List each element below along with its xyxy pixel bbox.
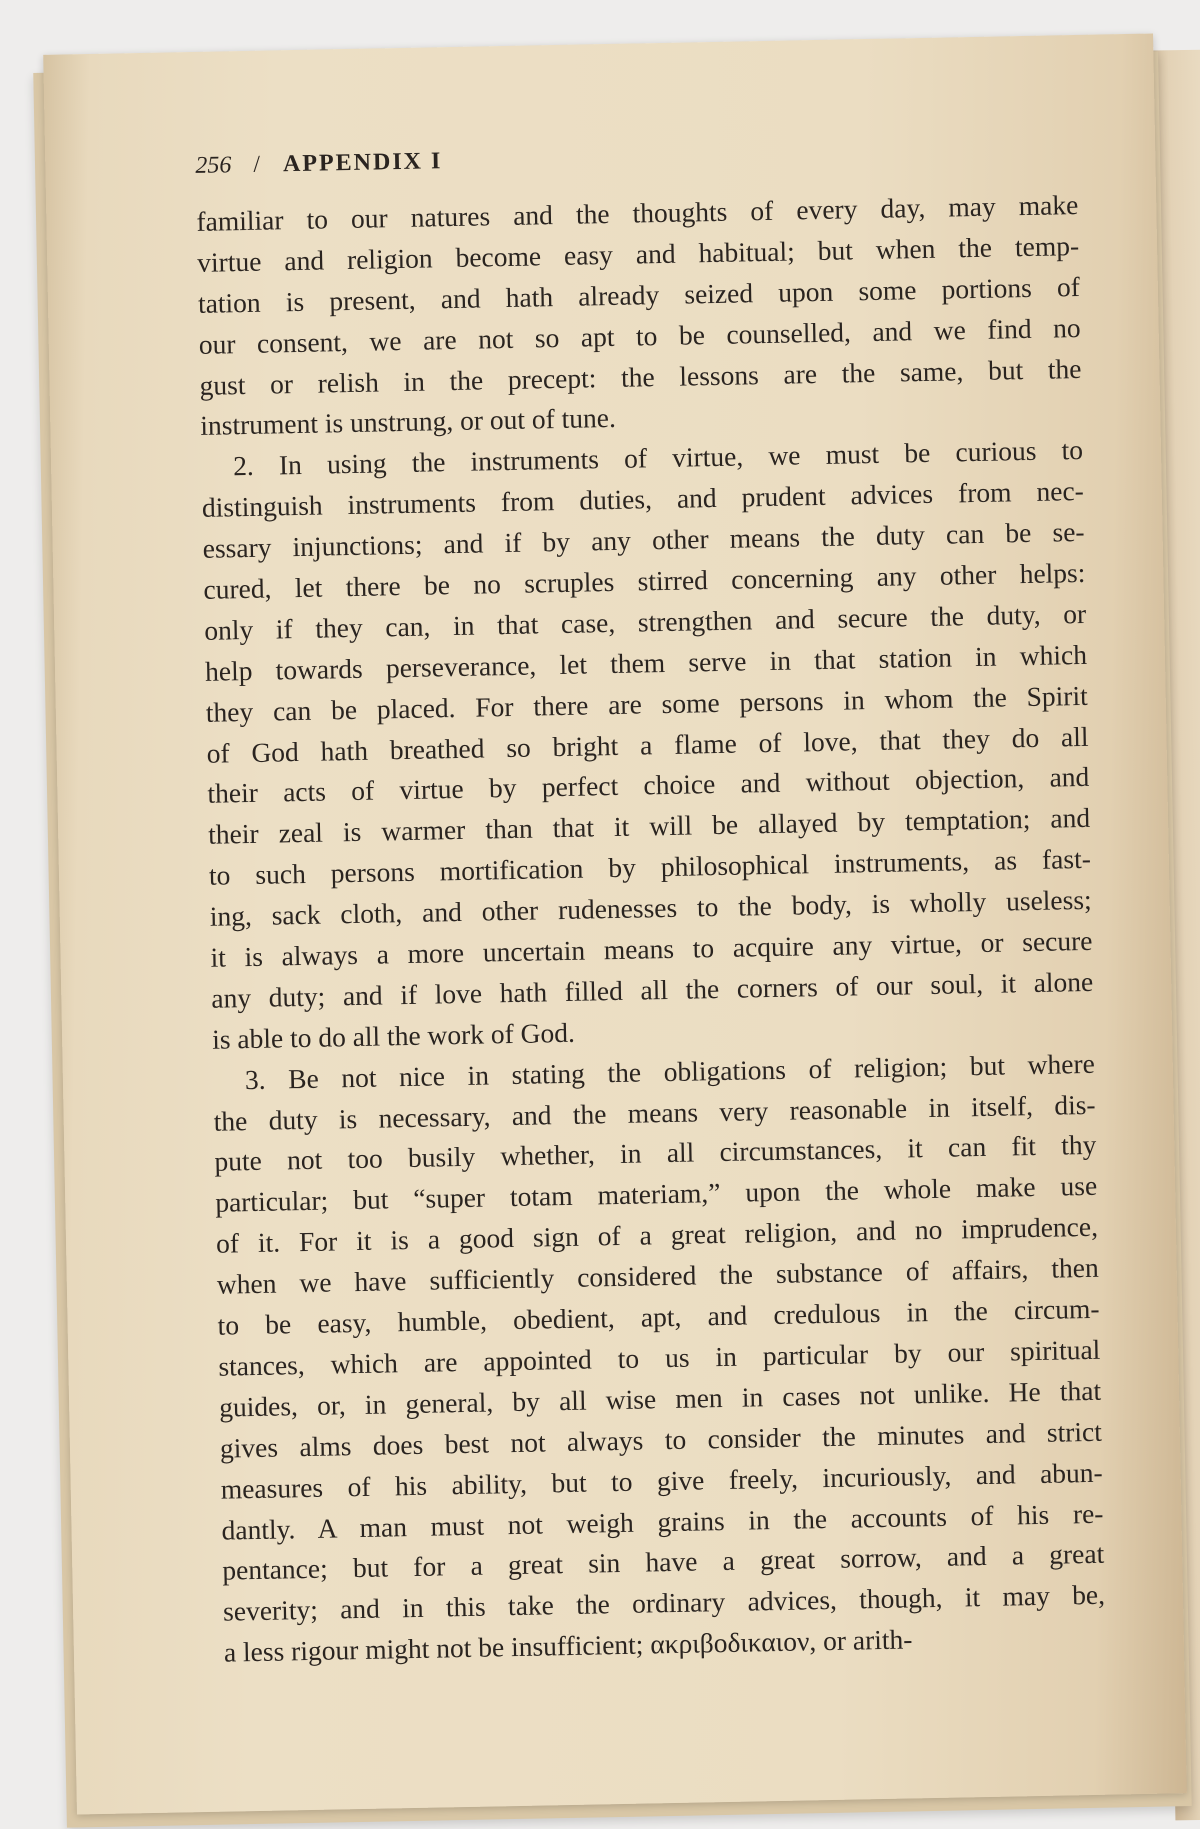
text-line: when we have sufficiently considered the substance of affairs, then	[216, 1251, 1099, 1300]
text-line: of it. For it is a good sign of a great religion, and no imprudence,	[215, 1211, 1099, 1259]
text-line: 3. Be not nice in stating the obligations of religion; but where	[244, 1047, 1096, 1095]
page-number: 256	[195, 152, 232, 179]
text-line: pentance; but for a great sin have a great sorrow, and a great	[222, 1538, 1105, 1587]
text-line: measures of his ability, but to give freely, incuriously, and abun-	[220, 1456, 1103, 1505]
text-line: severity; and in this take the ordinary advices, though, it may be,	[222, 1579, 1106, 1627]
text-line: gust or relish in the precept: the lessons are the same, but the	[199, 352, 1082, 401]
text-line: essary injunctions; and if by any other means the duty can be se-	[202, 516, 1085, 564]
text-line: guides, or, in general, by all wise men in cases not unlike. He that	[218, 1374, 1102, 1423]
text-line: the duty is necessary, and the means very reasonable in itself, dis-	[213, 1088, 1096, 1137]
text-line: ing, sack cloth, and other rudenesses to the body, is wholly useless;	[209, 883, 1092, 932]
text-line: their zeal is warmer than that it will be allayed by temptation; and	[207, 802, 1091, 851]
text-line: their acts of virtue by perfect choice and without objection, and	[207, 761, 1090, 810]
text-line: any duty; and if love hath filled all the corners of our soul, it alone	[211, 965, 1094, 1014]
text-line: dantly. A man must not weigh grains in the accounts of his re-	[221, 1497, 1104, 1546]
section-title: APPENDIX I	[282, 148, 443, 178]
book-page	[43, 34, 1187, 1815]
text-line: to be easy, humble, obedient, apt, and credulous in the circum-	[217, 1292, 1100, 1341]
text-line: instrument is unstrung, or out of tune.	[200, 402, 617, 442]
text-line: gives alms does best not always to consider the minutes and strict	[219, 1415, 1103, 1464]
text-line: familiar to our natures and the thoughts of every day, may make	[196, 188, 1079, 237]
text-line: they can be placed. For there are some persons in whom the Spirit	[205, 679, 1088, 728]
paragraph	[213, 1044, 1107, 1674]
text-line: a less rigour might not be insufficient; ακριβοδικαιον, or arith-	[223, 1623, 913, 1668]
paragraph	[196, 185, 1083, 447]
text-line: our consent, we are not so apt to be counselled, and we find no	[198, 311, 1081, 360]
text-line: it is always a more uncertain means to acquire any virtue, or secure	[210, 924, 1093, 973]
text-line: cured, let there be no scruples stirred concerning any other helps:	[203, 556, 1086, 605]
header-separator: /	[253, 151, 262, 178]
text-line: virtue and religion become easy and habitual; but when the temp-	[196, 229, 1080, 278]
text-line: pute not too busily whether, in all circumstances, it can fit thy	[214, 1129, 1097, 1178]
text-line: help towards perseverance, let them serve in that station in which	[204, 638, 1088, 687]
text-line: is able to do all the work of God.	[211, 1016, 576, 1055]
text-block	[195, 127, 1106, 1674]
body-text	[196, 185, 1106, 1674]
text-line: to such persons mortification by philosophical instruments, as fast-	[208, 843, 1092, 892]
paragraph	[201, 430, 1095, 1060]
text-line: particular; but “super totam materiam,” upon the whole make use	[214, 1170, 1098, 1219]
text-line: 2. In using the instruments of virtue, we must be curious to	[232, 434, 1084, 482]
text-line: tation is present, and hath already seized upon some portions of	[197, 270, 1081, 319]
text-line: stances, which are appointed to us in particular by our spiritual	[218, 1333, 1101, 1382]
text-line: of God hath breathed so bright a flame of love, that they do all	[206, 720, 1089, 769]
text-line: distinguish instruments from duties, and prudent advices from nec-	[201, 475, 1085, 524]
text-line: only if they can, in that case, strengthen and secure the duty, or	[203, 597, 1087, 646]
running-head	[195, 127, 1078, 188]
